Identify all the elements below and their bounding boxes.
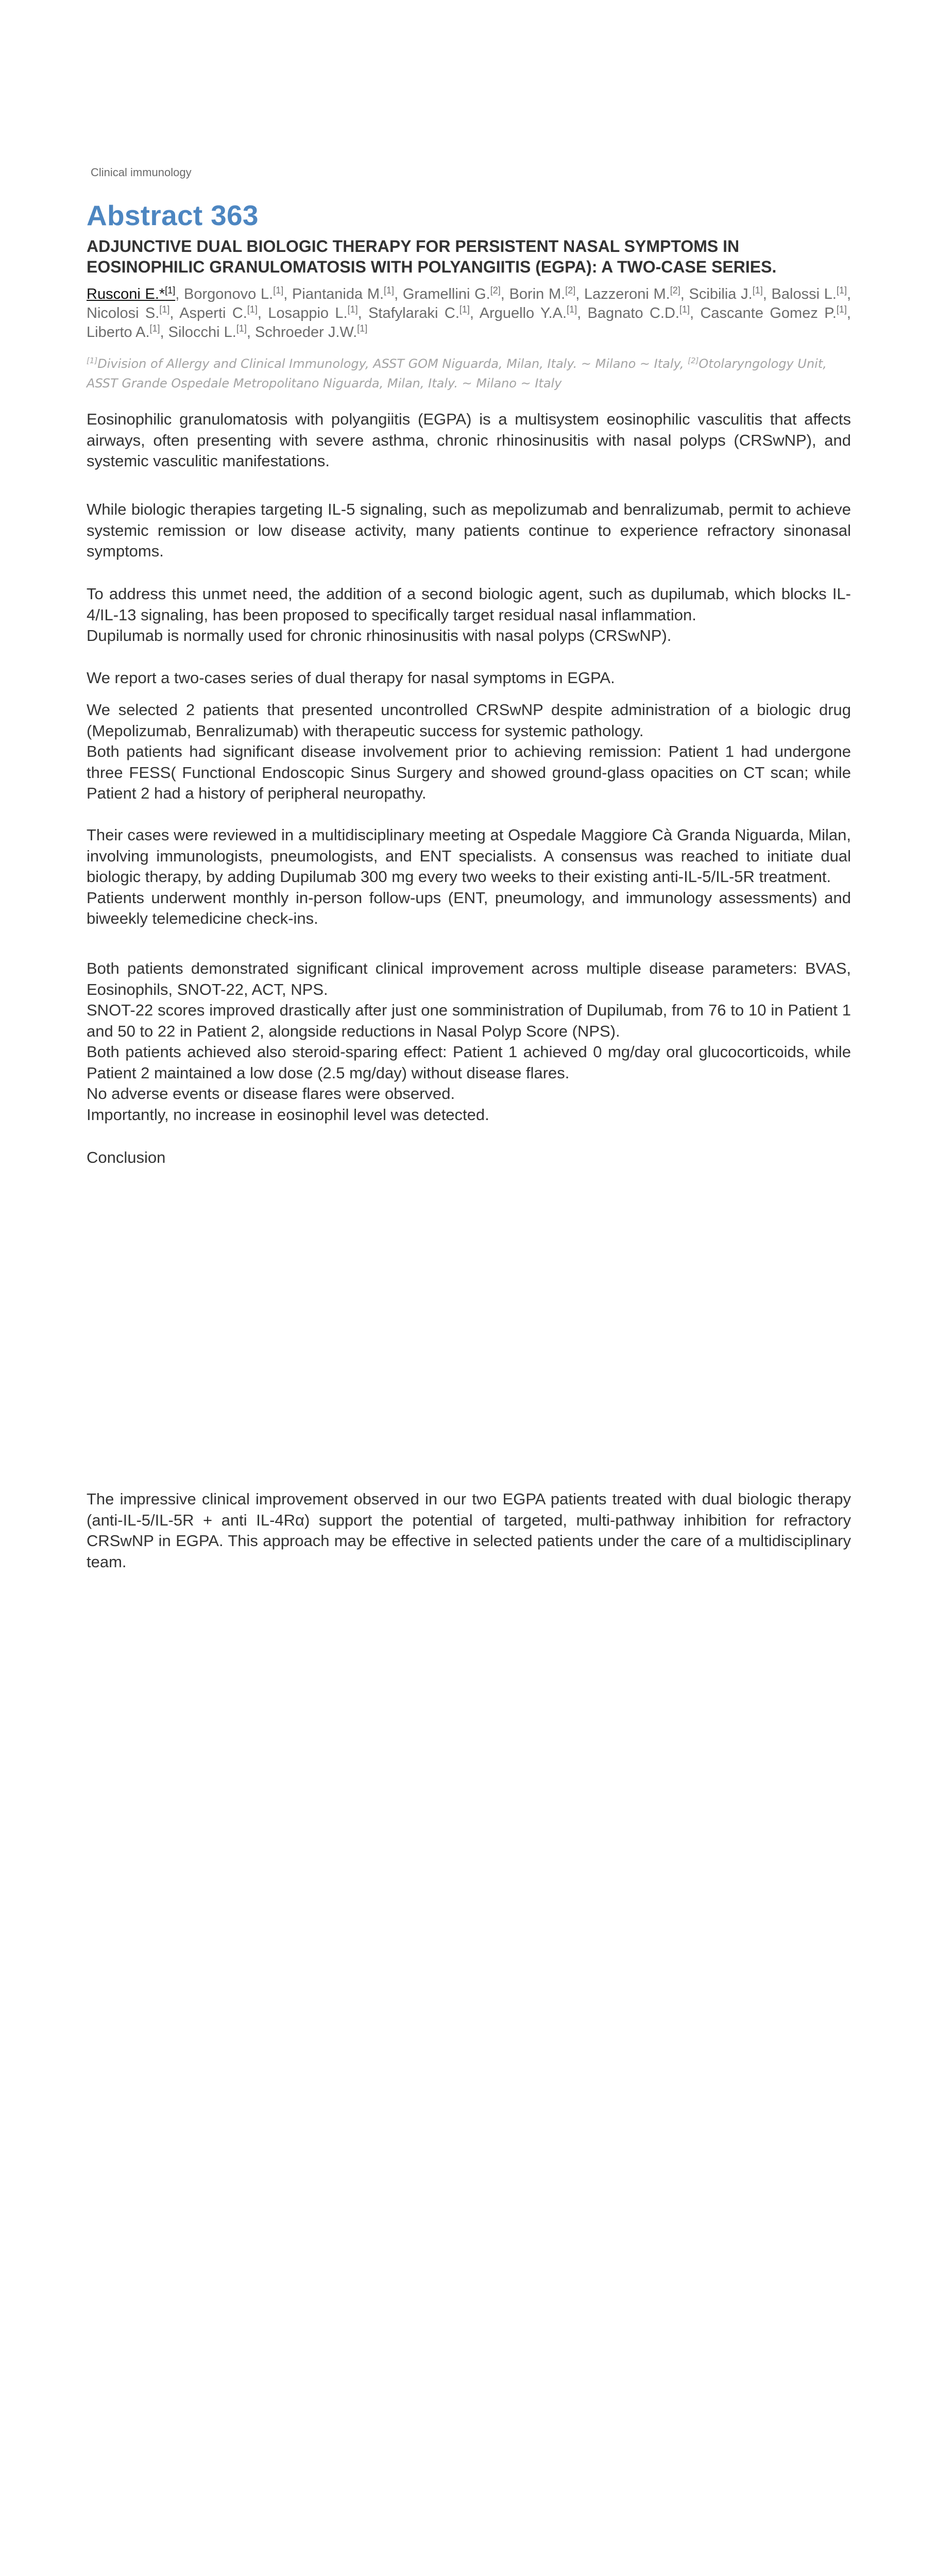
author-name: Bagnato C.D. (587, 305, 679, 321)
author-affiliation-mark: [1] (836, 304, 847, 315)
author-affiliation-mark: [1] (247, 304, 258, 315)
paragraph-line: We selected 2 patients that presented uncontrolled CRSwNP despite administration of a biologic drug (Mepolizumab, Benralizumab) with therapeutic success for systemic pathology. (87, 701, 851, 740)
paragraph-line: To address this unmet need, the addition of a second biologic agent, such as dupilumab, which blocks IL-4/IL-13 signaling, has been proposed to specifically target residual nasal inflammation. (87, 585, 851, 624)
affiliations (87, 354, 851, 393)
author-affiliation-mark: [2] (565, 285, 576, 296)
author-affiliation-mark: [1] (567, 304, 577, 315)
author-affiliation-mark: [1] (384, 285, 395, 296)
paragraph-line: Importantly, no increase in eosinophil level was detected. (87, 1105, 489, 1124)
paragraph-line: SNOT-22 scores improved drastically after just one somministration of Dupilumab, from 76 to 10 in Patient 1 and 50 to 22 in Patient 2, alongside reductions in Nasal Polyp Score (NPS). (87, 1001, 851, 1040)
affiliation-2: Otolaryngology Unit, ASST Grande Ospedale Metropolitano Niguarda, Milan, Italy. ~ Milano ~ Italy (87, 357, 827, 391)
paragraph-objective: We report a two-cases series of dual therapy for nasal symptoms in EGPA. (87, 669, 615, 687)
paragraph-unmet-need: While biologic therapies targeting IL-5 signaling, such as mepolizumab and benralizumab, permit to achieve systemic remission or low disease activity, many patients continue to experience refractory sinonasal symptoms. (87, 500, 851, 560)
author-list: Rusconi E.*[1], Borgonovo L.[1], Piantanida M.[1], Gramellini G.[2], Borin M.[2], Lazzeroni M.[2], Scibilia J.[1], Balossi L.[1], Nicolosi S.[1], Asperti C.[1], Losappio L.[1], Stafylaraki C.[1], Arguello Y.A.[1], Bagnato C.D.[1], Cascante Gomez P.[1], Liberto A.[1], Silocchi L.[1], Schroeder J.W.[1] (87, 285, 851, 341)
author-affiliation-mark: [1] (236, 323, 247, 334)
affiliation-1-mark: [1] (87, 356, 98, 365)
abstract-number: Abstract 363 (87, 199, 259, 231)
paragraph-line: Both patients achieved also steroid-sparing effect: Patient 1 achieved 0 mg/day oral glucocorticoids, while Patient 2 maintained a low dose (2.5 mg/day) without disease flares. (87, 1043, 851, 1082)
paragraph-line: Both patients demonstrated significant clinical improvement across multiple disease parameters: BVAS, Eosinophils, SNOT-22, ACT, NPS. (87, 959, 851, 998)
author-name: Arguello Y.A. (479, 305, 567, 321)
author-affiliation-mark: [1] (149, 323, 160, 334)
author-name: Cascante Gomez P. (700, 305, 837, 321)
author-affiliation-mark: [1] (836, 285, 847, 296)
author-name: Borgonovo L. (184, 286, 274, 302)
author-affiliation-mark: [1] (459, 304, 470, 315)
author-name: Scibilia J. (689, 286, 753, 302)
author-name: Balossi L. (771, 286, 837, 302)
paragraph-dupilumab-rationale (87, 584, 851, 647)
author-name: Schroeder J.W. (254, 324, 357, 341)
author-affiliation-mark: [2] (670, 285, 680, 296)
author-name: Asperti C. (179, 305, 247, 321)
paragraph-results (87, 958, 851, 1125)
author-affiliation-mark: [1] (273, 285, 284, 296)
paragraph-line: Both patients had significant disease involvement prior to achieving remission: Patient 1 had undergone three FESS( Functional Endoscopic Sinus Surgery and showed ground-glass opacities on CT scan; while Patient 2 had a history of peripheral neuropathy. (87, 742, 851, 802)
author-name: Liberto A. (87, 324, 150, 341)
author-name: Borin M. (509, 286, 566, 302)
author-affiliation-mark: [1] (159, 304, 170, 315)
paragraph-multidisciplinary (87, 825, 851, 929)
author-affiliation-mark: [1] (165, 285, 176, 296)
author-name: Losappio L. (268, 305, 348, 321)
affiliation-1: Division of Allergy and Clinical Immunology, ASST GOM Niguarda, Milan, Italy. ~ Milano ~ Italy, (97, 357, 684, 371)
paragraph-line: No adverse events or disease flares were observed. (87, 1084, 455, 1103)
paragraph-methods (87, 700, 851, 804)
paragraph-line: Their cases were reviewed in a multidisciplinary meeting at Ospedale Maggiore Cà Granda Niguarda, Milan, involving immunologists, pneumologists, and ENT specialists. A consensus was reached to initiate dual biologic therapy, by adding Dupilumab 300 mg every two weeks to their existing anti-IL-5/IL-5R treatment. (87, 826, 851, 886)
category-label: Clinical immunology (91, 166, 192, 179)
paragraph-line: Dupilumab is normally used for chronic rhinosinusitis with nasal polyps (CRSwNP). (87, 626, 672, 645)
paragraph-background: Eosinophilic granulomatosis with polyangiitis (EGPA) is a multisystem eosinophilic vasculitis that affects airways, often presenting with severe asthma, chronic rhinosinusitis with nasal polyps (CRSwNP), and systemic vasculitic manifestations. (87, 410, 851, 470)
author-name: Gramellini G. (402, 286, 490, 302)
author-affiliation-mark: [1] (357, 323, 368, 334)
conclusion-heading: Conclusion (87, 1148, 166, 1166)
author-affiliation-mark: [2] (490, 285, 501, 296)
author-name: Silocchi L. (168, 324, 236, 341)
affiliation-2-mark: [2] (688, 356, 699, 365)
author-name: Piantanida M. (292, 286, 384, 302)
author-affiliation-mark: [1] (752, 285, 763, 296)
abstract-title: ADJUNCTIVE DUAL BIOLOGIC THERAPY FOR PERSISTENT NASAL SYMPTOMS IN EOSINOPHILIC GRANULOMATOSIS WITH POLYANGIITIS (EGPA): A TWO-CASE SERIES. (87, 237, 777, 276)
author-affiliation-mark: [1] (679, 304, 690, 315)
paragraph-conclusion: The impressive clinical improvement observed in our two EGPA patients treated with dual biologic therapy (anti-IL-5/IL-5R + anti IL-4Rα) support the potential of targeted, multi-pathway inhibition for refractory CRSwNP in EGPA. This approach may be effective in selected patients under the care of a multidisciplinary team. (87, 1490, 851, 1571)
author-name: Stafylaraki C. (368, 305, 459, 321)
author-name: Nicolosi S. (87, 305, 160, 321)
author-affiliation-mark: [1] (347, 304, 358, 315)
paragraph-line: Patients underwent monthly in-person follow-ups (ENT, pneumology, and immunology assessments) and biweekly telemedicine check-ins. (87, 888, 851, 927)
presenting-author: Rusconi E.* (87, 286, 165, 302)
author-name: Lazzeroni M. (584, 286, 670, 302)
